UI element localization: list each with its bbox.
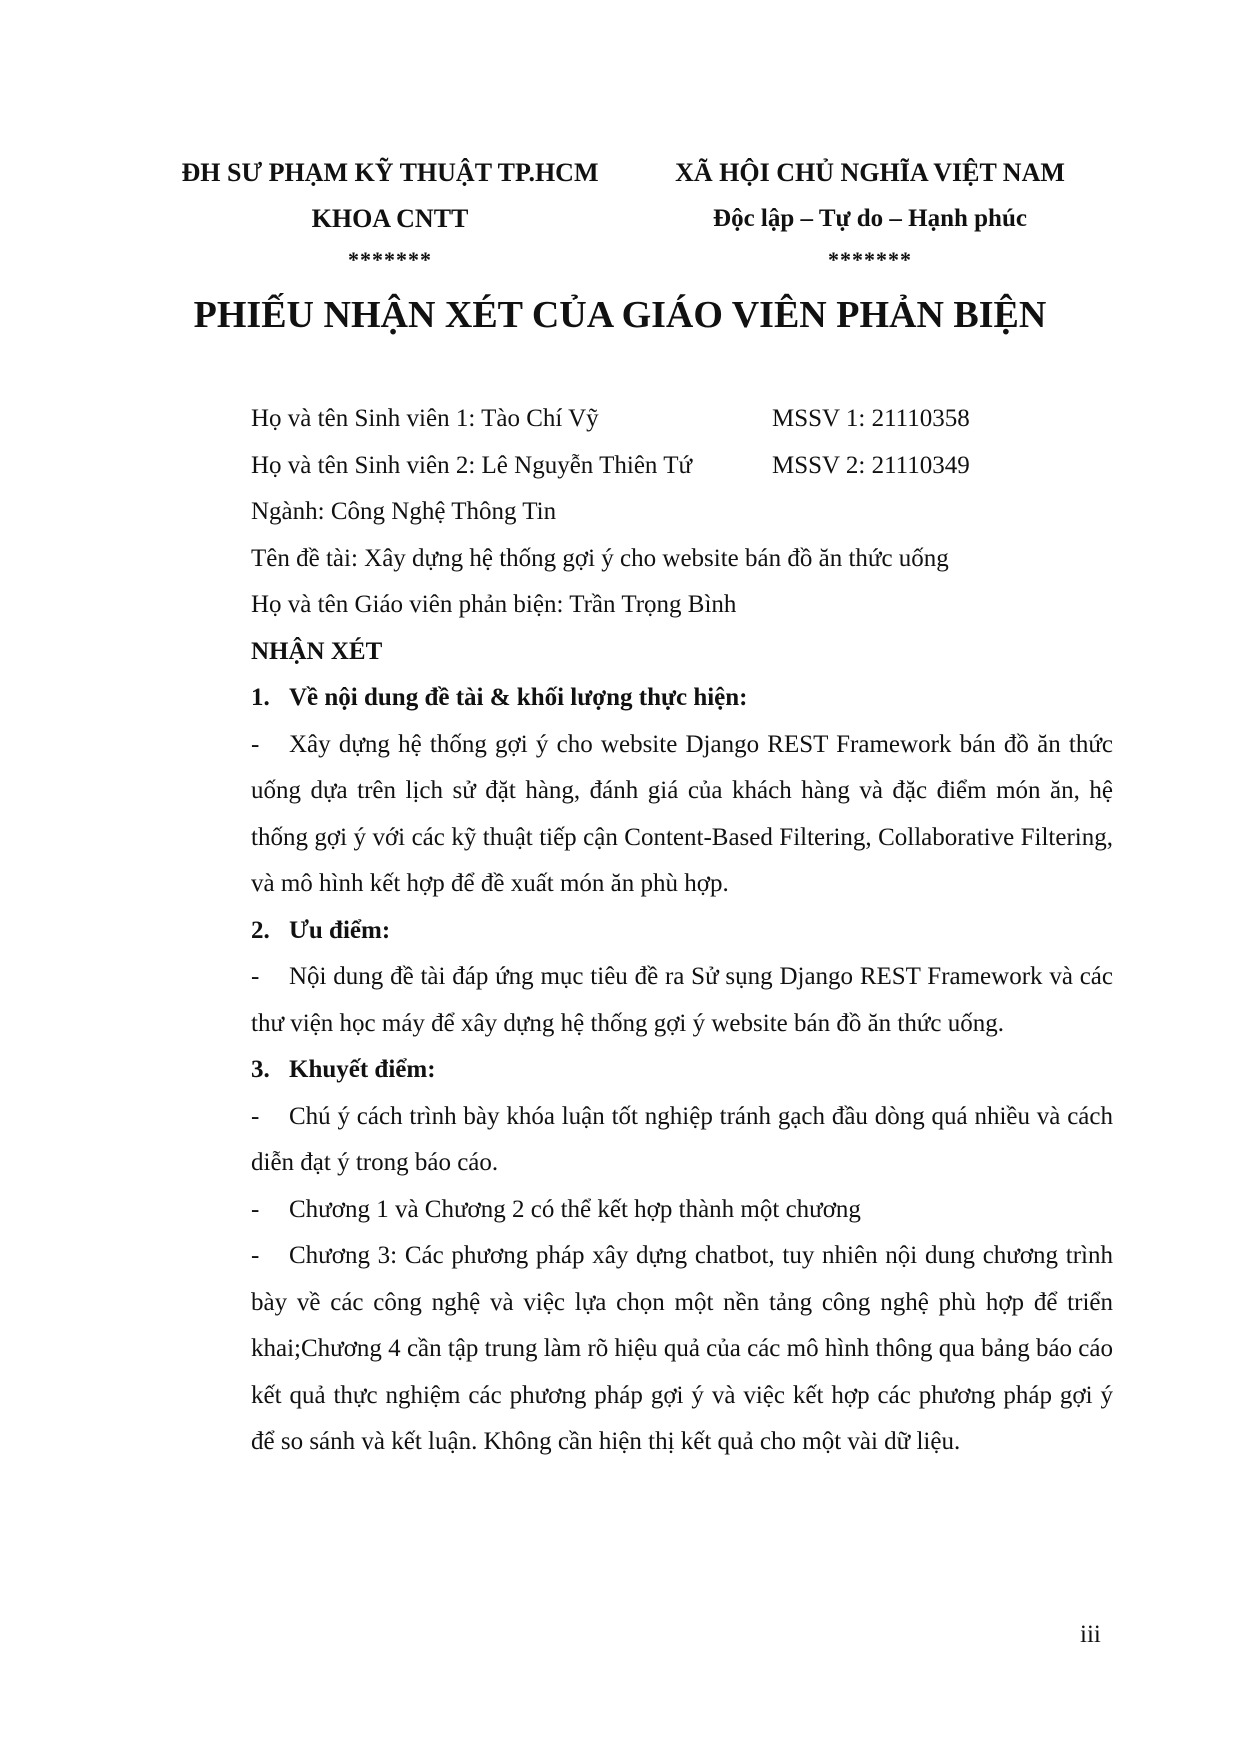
section-3-item [251,1187,1113,1234]
section-1-heading [251,675,1113,722]
section-1-bullet: - [251,730,260,758]
review-heading: NHẬN XÉT [251,637,383,665]
section-1-title: Về nội dung đề tài & khối lượng thực hiện: [289,684,748,711]
section-3-item [251,1094,1113,1187]
page-number: iii [1080,1621,1101,1648]
student-2-id: MSSV 2: 21110349 [772,451,970,479]
section-2-paragraph: Nội dung đề tài đáp ứng mục tiêu đề ra Sử sụng Django REST Framework và các thư viện học máy để xây dựng hệ thống gợi ý website bán đồ ăn thức uống. [251,963,1113,1037]
faculty-name: KHOA CNTT [311,204,469,233]
institution-block [160,150,620,278]
student-2-row [251,443,1113,490]
student-1-row [251,396,1113,443]
document-title: PHIẾU NHẬN XÉT CỦA GIÁO VIÊN PHẢN BIỆN [193,294,1047,336]
major: Ngành: Công Nghệ Thông Tin [251,498,557,525]
section-2-text [251,954,1113,1047]
section-2-number: 2. [251,916,270,944]
section-1-text [251,722,1113,908]
left-stars: ******* [348,247,432,272]
student-2-name: Họ và tên Sinh viên 2: Lê Nguyễn Thiên Tứ [251,451,693,479]
section-3-paragraph: Chú ý cách trình bày khóa luận tốt nghiệp tránh gạch đầu dòng quá nhiều và cách diễn đạt ý trong báo cáo. [251,1102,1113,1176]
section-3-bullet: - [251,1242,260,1269]
section-1-paragraph: Xây dựng hệ thống gợi ý cho website Django REST Framework bán đồ ăn thức uống dựa trên lịch sử đặt hàng, đánh giá của khách hàng và đặc điểm món ăn, hệ thống gợi ý với các kỹ thuật tiếp cận Content-Based Filtering, Collaborative Filtering, và mô hình kết hợp để đề xuất món ăn phù hợp. [251,730,1113,897]
section-3-number: 3. [251,1056,270,1083]
section-3-title: Khuyết điểm: [289,1056,436,1083]
section-3-item [251,1233,1113,1466]
section-3-paragraph: Chương 3: Các phương pháp xây dựng chatbot, tuy nhiên nội dung chương trình bày về các công nghệ và việc lựa chọn một nền tảng công nghệ phù hợp để triển khai;Chương 4 cần tập trung làm rõ hiệu quả của các mô hình thông qua bảng báo cáo kết quả thực nghiệm các phương pháp gợi ý và việc kết hợp các phương pháp gợi ý để so sánh và kết luận. Không cần hiện thị kết quả cho một vài dữ liệu. [251,1242,1113,1455]
section-1-number: 1. [251,684,270,711]
section-3-heading [251,1047,1113,1094]
reviewer-name: Họ và tên Giáo viên phản biện: Trần Trọng Bình [251,591,737,618]
national-motto-block [640,150,1100,278]
section-3-bullet: - [251,1195,260,1223]
document-header [160,150,1100,278]
right-stars: ******* [828,247,912,272]
student-1-name: Họ và tên Sinh viên 1: Tào Chí Vỹ [251,405,599,432]
section-3-paragraph: Chương 1 và Chương 2 có thể kết hợp thành một chương [289,1195,861,1223]
national-motto: Độc lập – Tự do – Hạnh phúc [713,205,1027,232]
student-1-id: MSSV 1: 21110358 [772,405,970,432]
section-3-bullet: - [251,1102,260,1130]
university-name: ĐH SƯ PHẠM KỸ THUẬT TP.HCM [181,158,599,187]
section-2-title: Ưu điểm: [289,916,391,944]
country-name: XÃ HỘI CHỦ NGHĨA VIỆT NAM [675,158,1065,187]
section-2-heading [251,908,1113,955]
thesis-topic: Tên đề tài: Xây dựng hệ thống gợi ý cho website bán đồ ăn thức uống [251,544,949,572]
section-2-bullet: - [251,963,260,990]
document-body [251,396,1113,1466]
